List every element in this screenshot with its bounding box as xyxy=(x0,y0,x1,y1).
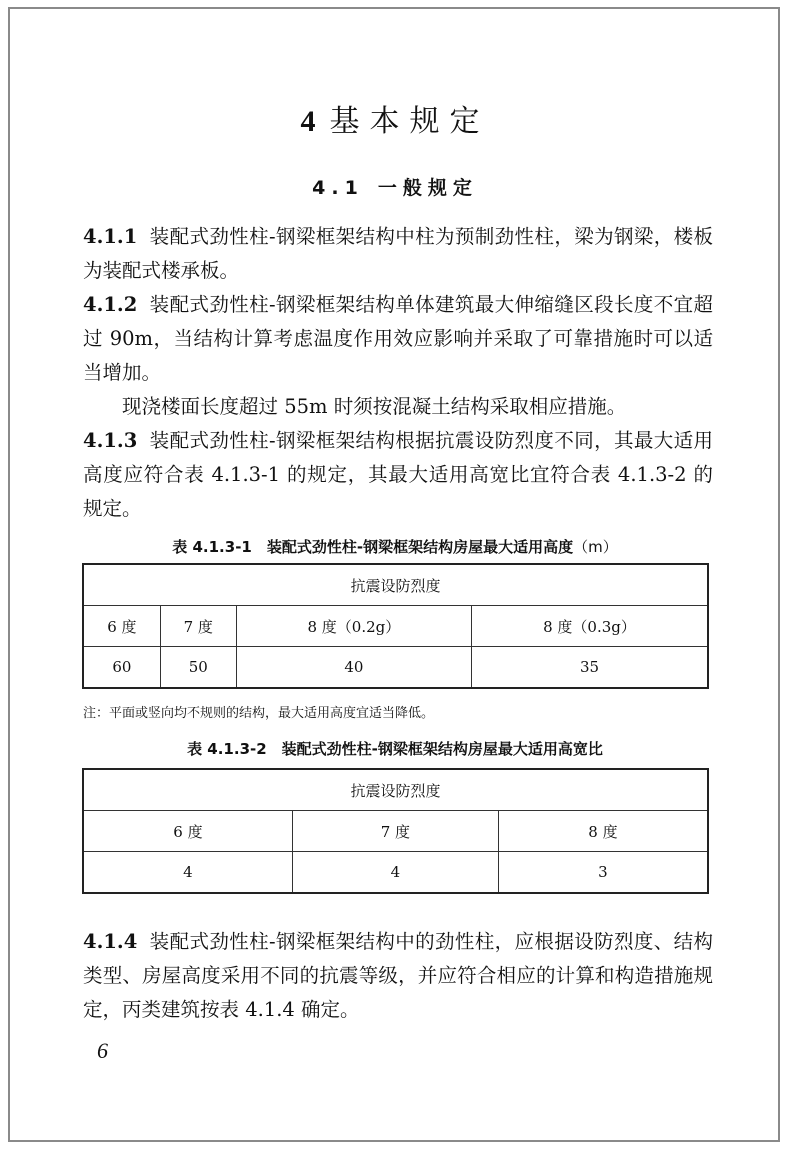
clause-4-1-3 xyxy=(83,424,713,526)
chapter-number: 4 xyxy=(300,105,316,138)
clause-number: 4.1.4 xyxy=(83,930,138,953)
clause-text: 装配式劲性柱-钢梁框架结构根据抗震设防烈度不同，其最大适用高度应符合表 4.1.3-1 的规定，其最大适用高宽比宜符合表 4.1.3-2 的规定。 xyxy=(83,429,713,520)
table2-header: 抗震设防烈度 xyxy=(83,769,708,811)
table1-value-6: 60 xyxy=(83,647,160,689)
section-number: 4.1 xyxy=(312,177,364,199)
clause-number: 4.1.1 xyxy=(83,225,138,248)
clause-text: 现浇楼面长度超过 55m 时须按混凝土结构采取相应措施。 xyxy=(122,395,627,418)
table1-caption-text: 表 4.1.3-1 装配式劲性柱-钢梁框架结构房屋最大适用高度 xyxy=(172,538,574,556)
table-max-height xyxy=(82,563,709,689)
clause-4-1-1 xyxy=(83,220,713,288)
clause-text: 装配式劲性柱-钢梁框架结构中柱为预制劲性柱，梁为钢梁，楼板为装配式楼承板。 xyxy=(83,225,713,282)
table2-value-6: 4 xyxy=(83,852,292,894)
clause-text: 装配式劲性柱-钢梁框架结构单体建筑最大伸缩缝区段长度不宜超过 90m，当结构计算考虑温度作用效应影响并采取了可靠措施时可以适当增加。 xyxy=(83,293,713,384)
table2-caption-text: 表 4.1.3-2 装配式劲性柱-钢梁框架结构房屋最大适用高宽比 xyxy=(187,740,603,758)
table2-col-6: 6 度 xyxy=(83,811,292,852)
table1-col-7: 7 度 xyxy=(160,606,236,647)
table1-caption xyxy=(0,536,790,557)
table1-value-8b: 35 xyxy=(472,647,709,689)
chapter-title: 基本规定 xyxy=(329,104,490,139)
table2-col-8: 8 度 xyxy=(498,811,708,852)
clause-4-1-2 xyxy=(83,288,713,390)
clause-text: 装配式劲性柱-钢梁框架结构中的劲性柱，应根据设防烈度、结构类型、房屋高度采用不同的抗震等级，并应符合相应的计算和构造措施规定，丙类建筑按表 4.1.4 确定。 xyxy=(83,930,713,1021)
chapter-heading xyxy=(0,96,790,140)
table1-unit: （m） xyxy=(573,538,618,556)
clause-number: 4.1.3 xyxy=(83,429,138,452)
section-heading xyxy=(0,173,790,200)
table2-value-7: 4 xyxy=(292,852,498,894)
table1-col-8a: 8 度（0.2g） xyxy=(236,606,471,647)
table1-value-7: 50 xyxy=(160,647,236,689)
clause-4-1-2-paragraph-2 xyxy=(83,390,713,424)
table1-col-8b: 8 度（0.3g） xyxy=(472,606,709,647)
section-title: 一般规定 xyxy=(377,177,478,199)
clause-number: 4.1.2 xyxy=(83,293,138,316)
page-number: 6 xyxy=(97,1038,108,1063)
table2-col-7: 7 度 xyxy=(292,811,498,852)
table1-value-8a: 40 xyxy=(236,647,471,689)
clause-4-1-4 xyxy=(83,925,713,1027)
table1-header: 抗震设防烈度 xyxy=(83,564,708,606)
table1-col-6: 6 度 xyxy=(83,606,160,647)
table2-value-8: 3 xyxy=(498,852,708,894)
table-aspect-ratio xyxy=(82,768,709,894)
table1-note: 注：平面或竖向均不规则的结构，最大适用高度宜适当降低。 xyxy=(83,706,435,721)
table2-caption xyxy=(0,738,790,759)
